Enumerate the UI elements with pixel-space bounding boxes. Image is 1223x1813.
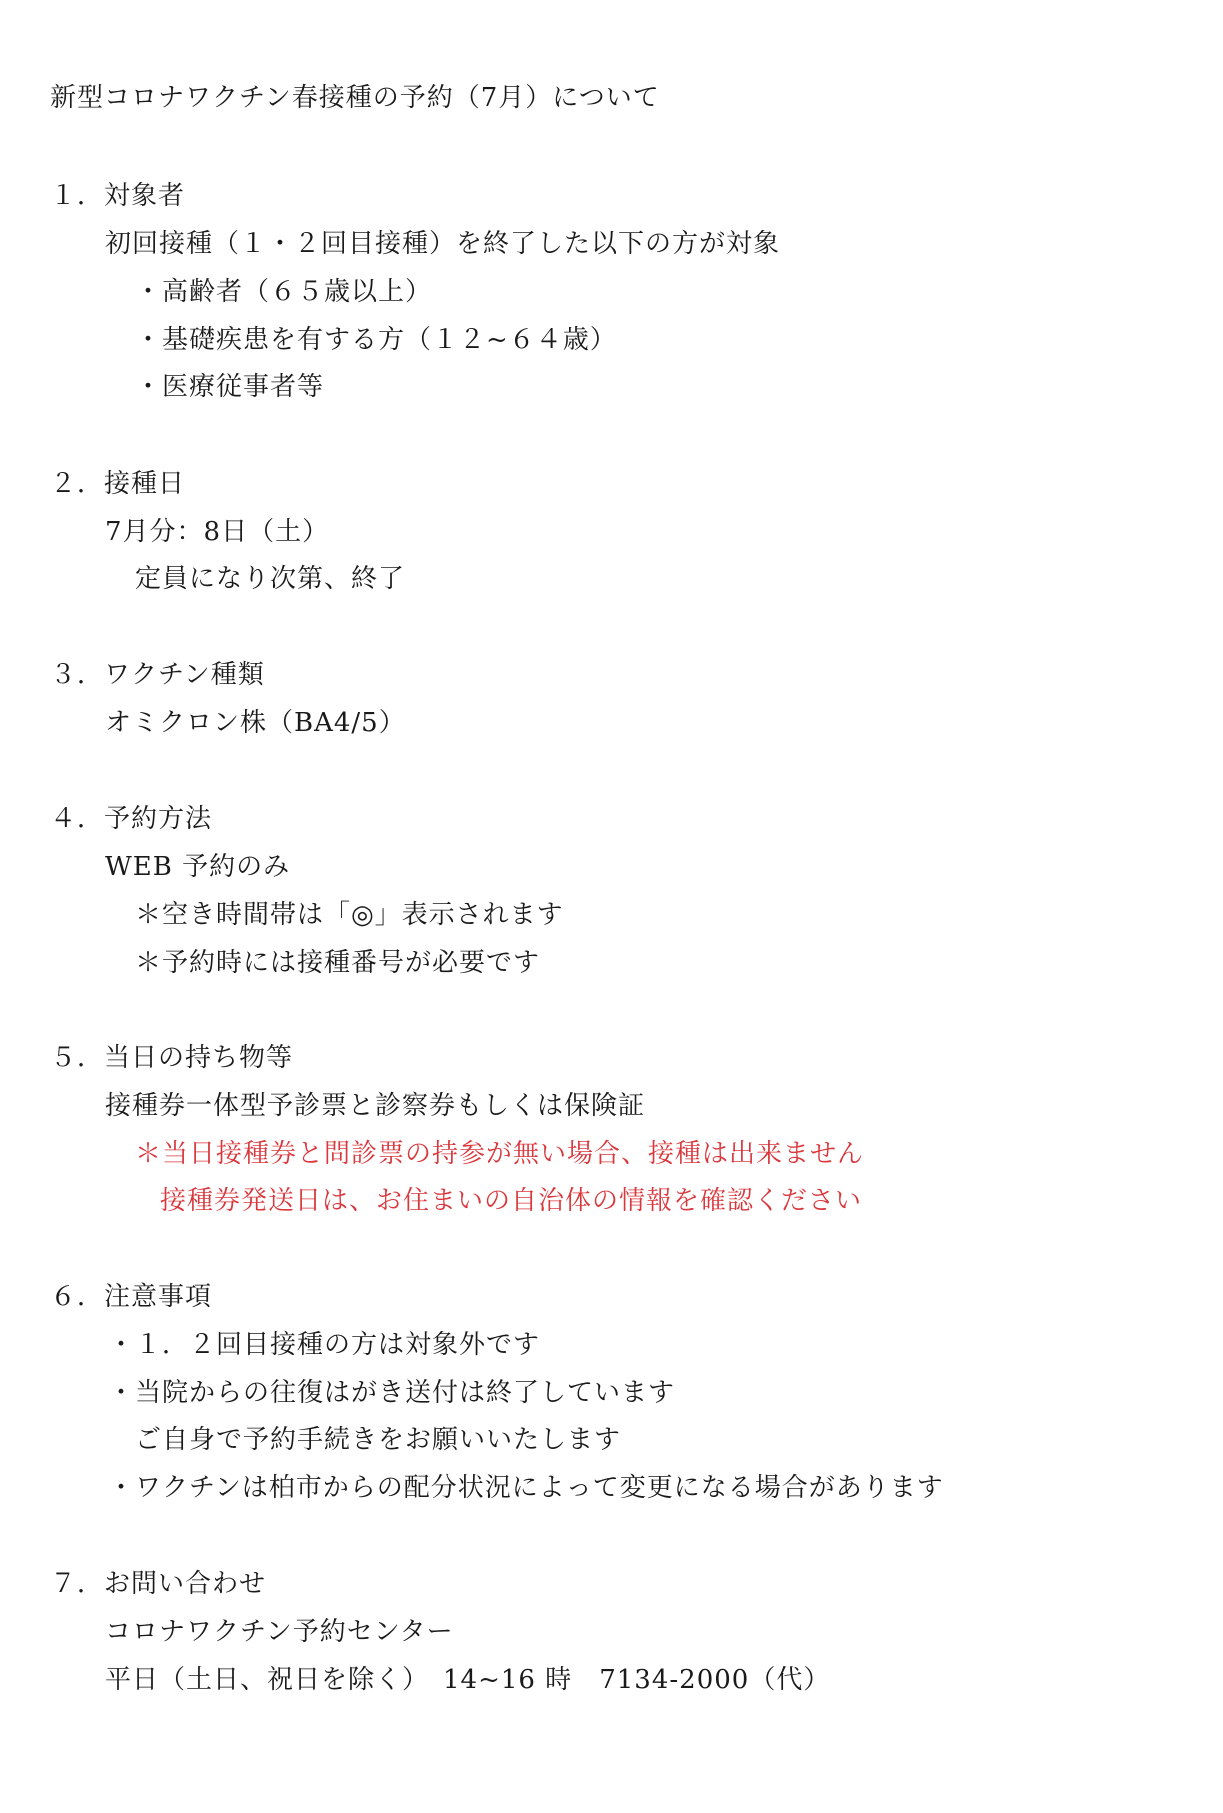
belongings-warning-continued: 接種券発送日は、お住まいの自治体の情報を確認ください (160, 1186, 863, 1216)
target-item-medical-workers: ・医療従事者等 (135, 372, 325, 402)
document-title: 新型コロナワクチン春接種の予約（7月）について (50, 83, 660, 113)
section-heading-vaccine-type: ３．ワクチン種類 (50, 660, 265, 690)
date-july: 7月分：8日（土） (105, 517, 330, 547)
target-description: 初回接種（１・２回目接種）を終了した以下の方が対象 (105, 229, 781, 259)
target-item-underlying-condition: ・基礎疾患を有する方（１２~６４歳） (135, 325, 617, 355)
contact-hours-phone: 平日（土日、祝日を除く） 14~16 時 7134-2000（代） (105, 1665, 831, 1695)
section-heading-target: １．対象者 (50, 181, 186, 211)
section-heading-contact: ７．お問い合わせ (50, 1569, 267, 1599)
section-heading-date: ２．接種日 (50, 469, 186, 499)
section-heading-reservation-method: ４．予約方法 (50, 804, 213, 834)
date-capacity-note: 定員になり次第、終了 (135, 564, 406, 594)
note-item-allocation: ・ワクチンは柏市からの配分状況によって変更になる場合があります (108, 1473, 944, 1503)
belongings-warning: ＊当日接種券と問診票の持参が無い場合、接種は出来ません (135, 1139, 865, 1169)
reservation-note-number: ＊予約時には接種番号が必要です (135, 948, 541, 978)
target-item-elderly: ・高齢者（６５歳以上） (135, 277, 433, 307)
note-item-first-second-dose: ・１．２回目接種の方は対象外です (108, 1330, 541, 1360)
note-item-postcard-continued: ご自身で予約手続きをお願いいたします (135, 1425, 622, 1455)
contact-center-name: コロナワクチン予約センター (105, 1617, 454, 1647)
belongings-list: 接種券一体型予診票と診察券もしくは保険証 (105, 1091, 646, 1121)
reservation-note-availability: ＊空き時間帯は「◎」表示されます (135, 900, 564, 930)
section-heading-notes: ６．注意事項 (50, 1282, 213, 1312)
vaccine-type-value: オミクロン株（BA4/5） (105, 708, 406, 738)
note-item-postcard: ・当院からの往復はがき送付は終了しています (108, 1378, 676, 1408)
reservation-web-only: WEB 予約のみ (105, 852, 291, 882)
section-heading-belongings: ５．当日の持ち物等 (50, 1043, 294, 1073)
